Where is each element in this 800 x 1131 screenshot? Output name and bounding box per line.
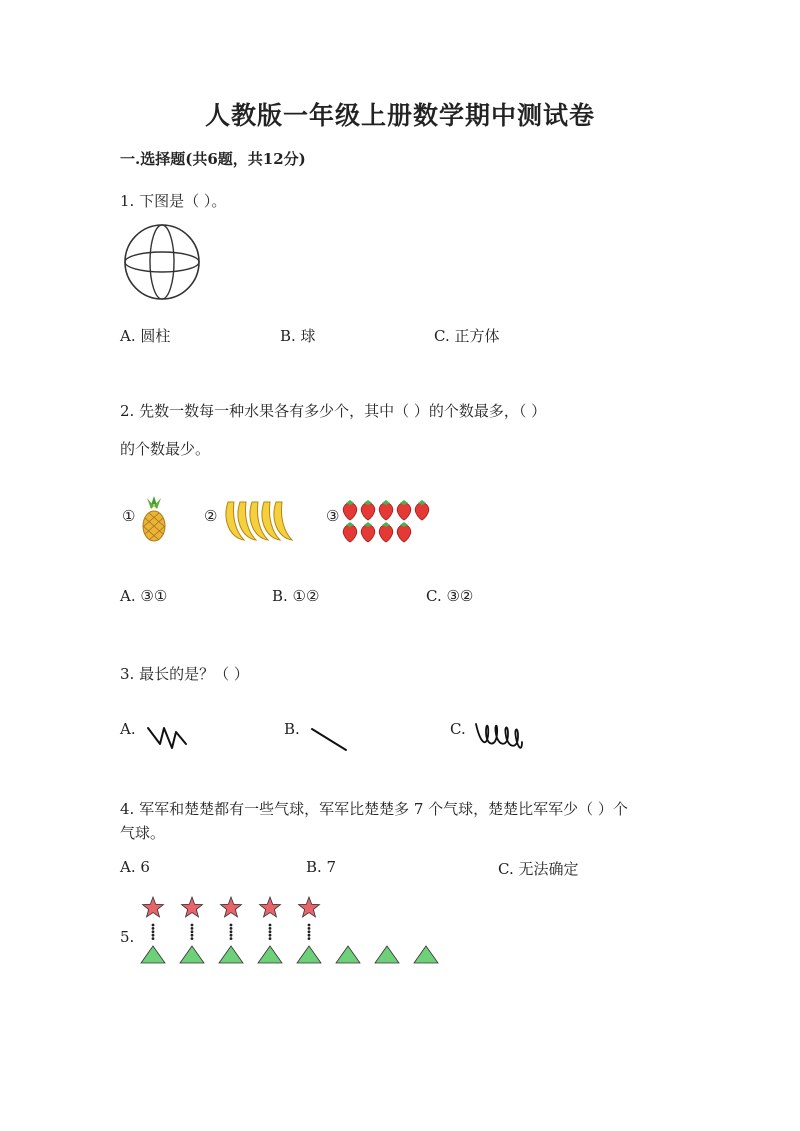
question-2-line2: 的个数最少。 — [120, 440, 211, 458]
connector-dot — [308, 924, 311, 927]
straight-line-b — [310, 726, 350, 754]
q4-option-a[interactable]: A. 6 — [120, 858, 150, 876]
connector-dot — [269, 930, 272, 933]
connector-dot — [230, 937, 233, 940]
fruit-label-3: ③ — [326, 507, 340, 525]
pineapple-icon — [138, 494, 170, 544]
q4-option-c[interactable]: C. 无法确定 — [498, 860, 579, 878]
question-5-number: 5. — [120, 928, 135, 946]
connector-dot — [308, 930, 311, 933]
star-shape — [299, 897, 320, 917]
fruit-label-2: ② — [204, 507, 218, 525]
connector-dot — [230, 930, 233, 933]
star-shape — [221, 897, 242, 917]
connector-dot — [191, 927, 194, 930]
star-shape — [260, 897, 281, 917]
q1-option-c[interactable]: C. 正方体 — [434, 327, 500, 345]
connector-dot — [191, 930, 194, 933]
sphere-figure — [122, 224, 204, 300]
triangle-shape — [414, 946, 438, 963]
question-3-text: 3. 最长的是？（ ） — [120, 665, 249, 683]
connector-dot — [191, 937, 194, 940]
connector-dot — [152, 934, 155, 937]
question-4-line1: 4. 军军和楚楚都有一些气球，军军比楚楚多 7 个气球，楚楚比军军少（ ）个 — [120, 800, 628, 818]
triangle-shape — [219, 946, 243, 963]
connector-dot — [191, 934, 194, 937]
q3-option-a[interactable]: A. — [120, 720, 136, 738]
connector-dot — [152, 924, 155, 927]
triangle-shape — [180, 946, 204, 963]
connector-dot — [308, 934, 311, 937]
bananas-icon — [222, 498, 298, 542]
connector-dot — [152, 937, 155, 940]
q4-option-b[interactable]: B. 7 — [306, 858, 337, 876]
curly-line-c — [474, 718, 528, 754]
q1-option-b[interactable]: B. 球 — [280, 327, 316, 345]
star-shape — [182, 897, 203, 917]
triangle-shape — [375, 946, 399, 963]
connector-dot — [269, 924, 272, 927]
connector-dot — [308, 937, 311, 940]
q2-option-b[interactable]: B. ①② — [272, 587, 320, 605]
connector-dot — [269, 934, 272, 937]
connector-dot — [269, 937, 272, 940]
star-shape — [143, 897, 164, 917]
connector-dot — [308, 927, 311, 930]
q2-option-c[interactable]: C. ③② — [426, 587, 474, 605]
question-4-line2: 气球。 — [120, 824, 166, 842]
connector-dot — [191, 924, 194, 927]
connector-dot — [230, 934, 233, 937]
stars-triangles-figure — [138, 896, 448, 966]
triangle-shape — [336, 946, 360, 963]
zigzag-line-a — [146, 722, 190, 752]
fruit-label-1: ① — [122, 507, 136, 525]
triangle-shape — [258, 946, 282, 963]
strawberries-icon — [342, 499, 434, 543]
question-1-text: 1. 下图是（ ）。 — [120, 192, 227, 210]
connector-dot — [269, 927, 272, 930]
page-title: 人教版一年级上册数学期中测试卷 — [204, 101, 595, 130]
triangle-shape — [141, 946, 165, 963]
q2-option-a[interactable]: A. ③① — [120, 587, 168, 605]
connector-dot — [152, 930, 155, 933]
connector-dot — [230, 927, 233, 930]
connector-dot — [230, 924, 233, 927]
q1-option-a[interactable]: A. 圆柱 — [120, 327, 171, 345]
q3-option-c[interactable]: C. — [450, 720, 466, 738]
triangle-shape — [297, 946, 321, 963]
q3-option-b[interactable]: B. — [284, 720, 300, 738]
question-2-line1: 2. 先数一数每一种水果各有多少个，其中（ ）的个数最多，（ ） — [120, 402, 547, 420]
connector-dot — [152, 927, 155, 930]
section-heading: 一.选择题(共6题，共12分) — [120, 150, 306, 168]
